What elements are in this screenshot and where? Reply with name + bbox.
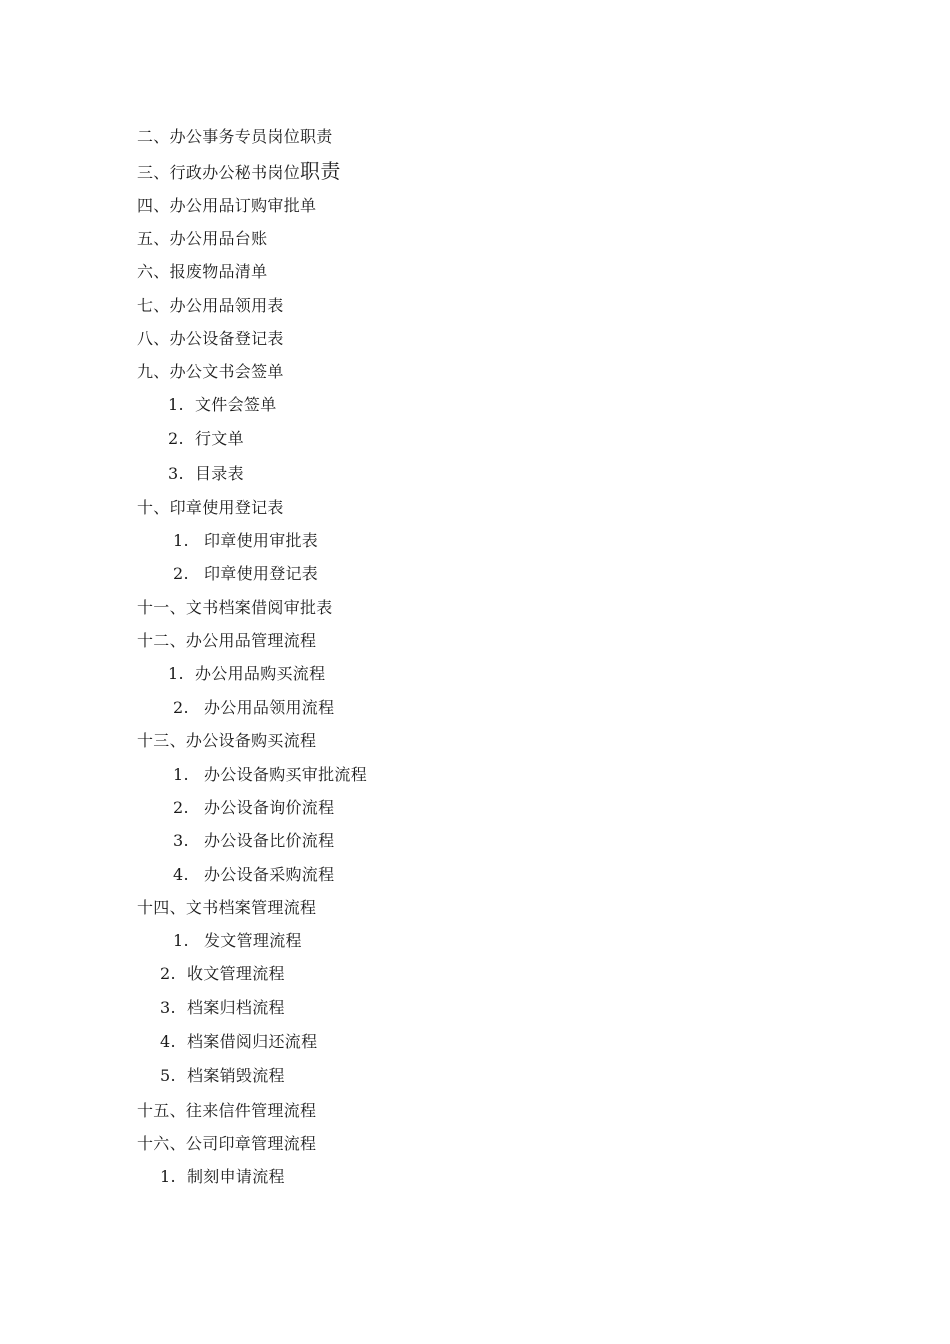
toc-subitem-label: 档案归档流程: [187, 998, 285, 1017]
toc-item-4: [137, 196, 316, 216]
toc-item-text: 三、行政办公秘书岗位: [137, 163, 301, 182]
toc-item-10: [137, 498, 284, 518]
toc-subitem-number: 3.: [173, 831, 189, 850]
toc-subitem-label: 目录表: [195, 464, 244, 483]
toc-subitem-number: 3.: [160, 998, 176, 1017]
toc-subitem-number: 2.: [168, 429, 184, 448]
toc-subitem: [160, 1032, 317, 1052]
toc-item-text: 七、办公用品领用表: [137, 296, 284, 315]
toc-item-11: [137, 598, 333, 618]
toc-item-text: 十四、文书档案管理流程: [137, 898, 317, 917]
toc-subitem-label: 办公用品购买流程: [195, 664, 326, 683]
toc-item-15: [137, 1101, 316, 1121]
toc-subitem-number: 3.: [168, 464, 184, 483]
toc-subitem-label: 印章使用审批表: [204, 531, 319, 550]
toc-item-7: [137, 296, 284, 316]
toc-subitem: [173, 765, 367, 785]
toc-subitem: [173, 831, 334, 851]
toc-subitem-label: 办公用品领用流程: [204, 698, 335, 717]
toc-subitem: [168, 429, 244, 449]
toc-subitem-number: 2.: [160, 964, 176, 983]
toc-subitem-number: 1.: [173, 531, 189, 550]
toc-subitem: [160, 1066, 285, 1086]
toc-subitem-label: 办公设备比价流程: [204, 831, 335, 850]
toc-subitem: [160, 1167, 285, 1187]
toc-item-6: [137, 262, 267, 282]
toc-item-text: 十五、往来信件管理流程: [137, 1101, 317, 1120]
toc-item-9: [137, 362, 284, 382]
toc-subitem: [173, 564, 318, 584]
toc-subitem-number: 1.: [168, 395, 184, 414]
toc-subitem-label: 制刻申请流程: [187, 1167, 285, 1186]
toc-subitem: [160, 964, 285, 984]
toc-subitem: [173, 531, 318, 551]
toc-item-2: [137, 127, 333, 147]
toc-subitem: [173, 865, 334, 885]
toc-subitem-label: 办公设备询价流程: [204, 798, 335, 817]
toc-item-text: 十六、公司印章管理流程: [137, 1134, 317, 1153]
toc-subitem: [168, 395, 277, 415]
toc-subitem-label: 办公设备采购流程: [204, 865, 335, 884]
toc-subitem-label: 印章使用登记表: [204, 564, 319, 583]
toc-subitem-number: 1.: [173, 765, 189, 784]
toc-item-text: 四、办公用品订购审批单: [137, 196, 317, 215]
toc-item-14: [137, 898, 316, 918]
toc-item-text: 六、报废物品清单: [137, 262, 268, 281]
toc-subitem-number: 1.: [168, 664, 184, 683]
toc-subitem-number: 2.: [173, 564, 189, 583]
toc-subitem-label: 文件会签单: [195, 395, 277, 414]
toc-item-3: [137, 161, 341, 183]
toc-item-text-large: 职责: [300, 159, 341, 183]
toc-subitem-number: 4.: [173, 865, 189, 884]
toc-item-12: [137, 631, 316, 651]
toc-item-text: 十二、办公用品管理流程: [137, 631, 317, 650]
toc-item-8: [137, 329, 284, 349]
toc-item-text: 九、办公文书会签单: [137, 362, 284, 381]
toc-item-text: 十、印章使用登记表: [137, 498, 284, 517]
toc-item-text: 二、办公事务专员岗位职责: [137, 127, 333, 146]
toc-subitem-number: 5.: [160, 1066, 176, 1085]
toc-subitem: [168, 464, 244, 484]
toc-subitem: [173, 931, 302, 951]
toc-subitem-number: 2.: [173, 798, 189, 817]
toc-subitem: [173, 798, 334, 818]
toc-subitem: [173, 698, 334, 718]
toc-item-text: 十三、办公设备购买流程: [137, 731, 317, 750]
toc-item-text: 十一、文书档案借阅审批表: [137, 598, 333, 617]
toc-subitem-label: 档案销毁流程: [187, 1066, 285, 1085]
toc-subitem-label: 发文管理流程: [204, 931, 302, 950]
toc-subitem-label: 行文单: [195, 429, 244, 448]
toc-subitem-label: 办公设备购买审批流程: [204, 765, 368, 784]
toc-item-13: [137, 731, 316, 751]
toc-subitem-label: 档案借阅归还流程: [187, 1032, 318, 1051]
toc-item-16: [137, 1134, 316, 1154]
toc-subitem-number: 2.: [173, 698, 189, 717]
toc-subitem-label: 收文管理流程: [187, 964, 285, 983]
toc-subitem: [168, 664, 325, 684]
toc-item-5: [137, 229, 267, 249]
toc-item-text: 五、办公用品台账: [137, 229, 268, 248]
toc-subitem: [160, 998, 285, 1018]
toc-subitem-number: 1.: [173, 931, 189, 950]
toc-subitem-number: 1.: [160, 1167, 176, 1186]
toc-item-text: 八、办公设备登记表: [137, 329, 284, 348]
toc-subitem-number: 4.: [160, 1032, 176, 1051]
